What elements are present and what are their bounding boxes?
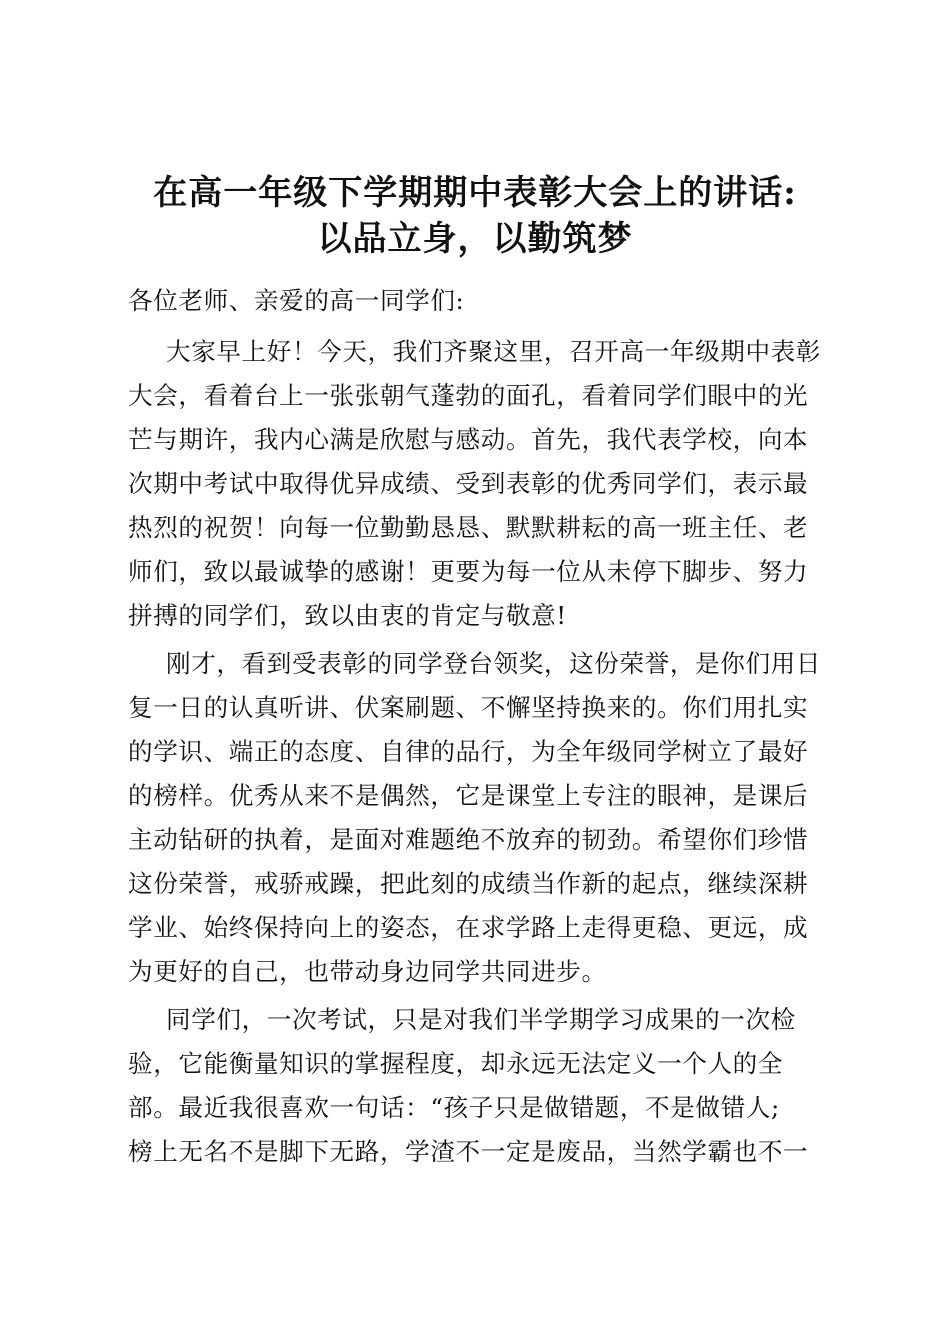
paragraph-line: 的学识、端正的态度、自律的品行，为全年级同学树立了最好 — [128, 737, 809, 766]
paragraph-line: 刚才，看到受表彰的同学登台领奖，这份荣誉，是你们用日 — [166, 649, 822, 678]
paragraph-line: 大家早上好！今天，我们齐聚这里，召开高一年级期中表彰 — [166, 337, 822, 366]
paragraph-line: 拼搏的同学们，致以由衷的肯定与敬意! — [128, 601, 567, 630]
document-title-line2: 以品立身，以勤筑梦 — [317, 219, 633, 259]
paragraph-line: 复一日的认真听讲、伏案刷题、不懈坚持换来的。你们用扎实 — [128, 693, 809, 722]
document-title-line1: 在高一年级下学期期中表彰大会上的讲话: — [153, 173, 797, 213]
paragraph-line: 芒与期许，我内心满是欣慰与感动。首先，我代表学校，向本 — [128, 425, 809, 454]
paragraph-line: 的榜样。优秀从来不是偶然，它是课堂上专注的眼神，是课后 — [128, 781, 809, 810]
paragraph-line: 验，它能衡量知识的掌握程度，却永远无法定义一个人的全 — [128, 1049, 784, 1078]
paragraph-line: 为更好的自己，也带动身边同学共同进步。 — [128, 957, 607, 986]
paragraph-line: 这份荣誉，戒骄戒躁，把此刻的成绩当作新的起点，继续深耕 — [128, 869, 809, 898]
paragraph-line: 师们，致以最诚挚的感谢！更要为每一位从未停下脚步、努力 — [128, 557, 809, 586]
paragraph-line: 大会，看着台上一张张朝气蓬勃的面孔，看着同学们眼中的光 — [128, 381, 809, 410]
paragraph-line: 热烈的祝贺！向每一位勤勤恳恳、默默耕耘的高一班主任、老 — [128, 513, 809, 542]
paragraph-line: 学业、始终保持向上的姿态，在求学路上走得更稳、更远，成 — [128, 913, 809, 942]
paragraph-line: 部。最近我很喜欢一句话：“孩子只是做错题，不是做错人; — [128, 1093, 780, 1122]
paragraph-line: 同学们，一次考试，只是对我们半学期学习成果的一次检 — [166, 1005, 796, 1034]
paragraph-line: 次期中考试中取得优异成绩、受到表彰的优秀同学们，表示最 — [128, 469, 809, 498]
salutation: 各位老师、亲爱的高一同学们: — [128, 286, 465, 315]
paragraph-line: 主动钻研的执着，是面对难题绝不放弃的韧劲。希望你们珍惜 — [128, 825, 809, 854]
paragraph-line: 榜上无名不是脚下无路，学渣不一定是废品，当然学霸也不一 — [128, 1137, 809, 1166]
